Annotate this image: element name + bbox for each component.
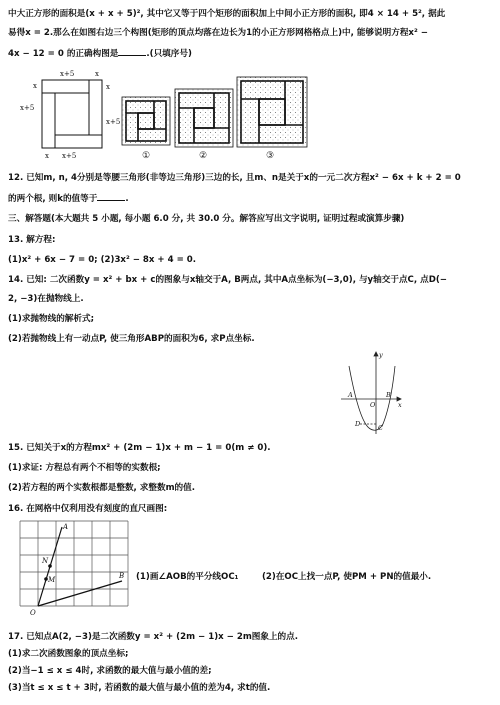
top-line-3b: .(只填序号) (146, 49, 192, 59)
q15-line-2: (1)求证: 方程总有两个不相等的实数根; (8, 463, 161, 473)
q12-line-1: 12. 已知m, n, 4分别是等腰三角形(非等边三角形)三边的长, 且m、n是关于x的一元二次方程x² − 6x + k + 2 = 0 (8, 173, 461, 183)
q17-line-1: 17. 已知点A(2, −3)是二次函数y = x² + (2m − 1)x − 2m图象上的点. (8, 632, 299, 642)
fig-label-bottom-short: x (45, 152, 49, 160)
section-3-heading: 三、解答题(本大题共 5 小题, 每小题 6.0 分, 共 30.0 分。解答应写出文字说明, 证明过程或演算步骤) (8, 214, 405, 224)
q12-blank (97, 191, 125, 201)
q17-line-4: (3)当t ≤ x ≤ t + 3时, 若函数的最大值与最小值的差为4, 求t的值. (8, 683, 271, 693)
grid-label-n: N (42, 557, 49, 565)
fig-label-left-long: x+5 (20, 104, 35, 112)
q12-line-2a: 的两个根, 则k的值等于 (8, 194, 98, 204)
q12-line-2b: . (125, 194, 129, 204)
q16-part-1: (1)画∠AOB的平分线OC₁ (136, 572, 239, 582)
axis-label-x: x (398, 401, 402, 409)
point-label-d: D (355, 420, 361, 428)
fig-label-bottom-long: x+5 (62, 152, 77, 160)
grid-label-o: O (30, 609, 36, 617)
top-line-3 (8, 46, 192, 60)
fig-label-top-short: x (95, 70, 99, 78)
q15-line-3: (2)若方程的两个实数根都是整数, 求整数m的值. (8, 483, 195, 493)
grid-label-m: M (48, 576, 56, 584)
grid-panel-2 (175, 89, 233, 147)
grid-label-a: A (63, 523, 69, 531)
q17-line-2: (1)求二次函数图象的顶点坐标; (8, 649, 129, 659)
parabola-graph (335, 348, 405, 436)
q14-line-4: (2)若抛物线上有一动点P, 使三角形ABP的面积为6, 求P点坐标. (8, 334, 255, 344)
fig-label-right-short: x (106, 83, 110, 91)
panel-label-3: ③ (266, 151, 275, 161)
top-line-1: 中大正方形的面积是(x + x + 5)², 其中它又等于四个矩形的面积加上中间小正方形的面积, 即4 × 14 + 5², 据此 (8, 9, 446, 19)
origin-label: O (370, 401, 376, 409)
q13-title: 13. 解方程: (8, 235, 56, 245)
q15-line-1: 15. 已知关于x的方程mx² + (2m − 1)x + m − 1 = 0(m ≠ 0). (8, 443, 271, 453)
q16-grid-figure (18, 519, 130, 623)
point-label-c: C (378, 424, 383, 432)
q17-line-3: (2)当−1 ≤ x ≤ 4时, 求函数的最大值与最小值的差; (8, 666, 212, 676)
top-line-2: 易得x = 2.那么在如图右边三个构图(矩形的顶点均落在边长为1的小正方形网格格点上)中, 能够说明方程x² − (8, 28, 428, 38)
point-label-b: B (386, 391, 391, 399)
panel-label-2: ② (199, 151, 208, 161)
q14-line-1: 14. 已知: 二次函数y = x² + bx + c的图象与x轴交于A, B两点, 其中A点坐标为(−3,0), 与y轴交于点C, 点D(− (8, 275, 447, 285)
q14-line-3: (1)求抛物线的解析式; (8, 314, 95, 324)
q13-line-1: (1)x² + 6x − 7 = 0; (2)3x² − 8x + 4 = 0. (8, 255, 197, 265)
fig-label-left-short: x (33, 82, 37, 90)
q14-line-2: 2, −3)在抛物线上. (8, 294, 84, 304)
q16-part-2: (2)在OC上找一点P, 使PM + PN的值最小. (262, 572, 432, 582)
grid-panel-3 (237, 77, 307, 147)
answer-blank (118, 46, 146, 56)
grid-label-b: B (119, 572, 125, 580)
grid-panel-1 (122, 97, 170, 145)
panel-label-1: ① (142, 151, 151, 161)
point-label-a: A (348, 391, 353, 399)
top-line-3a: 4x − 12 = 0 的正确构图是 (8, 49, 119, 59)
axis-label-y: y (379, 351, 383, 359)
square-construction-figure (0, 62, 500, 174)
q12-line-2 (8, 191, 129, 205)
fig-label-right-long: x+5 (106, 118, 121, 126)
q16-line-1: 16. 在网格中仅利用没有刻度的直尺画图: (8, 504, 168, 514)
fig-label-top-long: x+5 (60, 70, 75, 78)
